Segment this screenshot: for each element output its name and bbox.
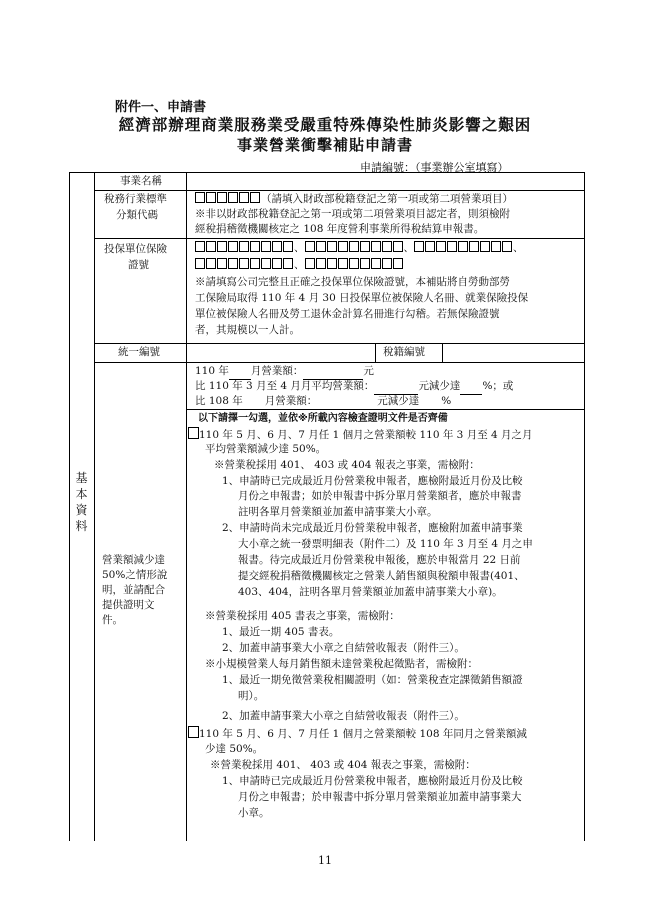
tax-no-field[interactable] (446, 345, 580, 359)
page-number: 11 (318, 854, 332, 867)
reduction-label: 營業額減少達 (102, 554, 165, 566)
instruction-heading: 以下請擇一勾選，並依※所載內容檢查證明文件是否齊備 (198, 413, 448, 424)
content-line: 報書。待完成最近月份營業稅申報後，應於申報當月 22 日前 (238, 554, 521, 566)
reduction-label: 50%之情形說 (102, 569, 168, 581)
form-title-line2: 事業營業衝擊補貼申請書 (236, 136, 413, 154)
content-line: 403、404，註明各單月營業額並加蓋申請事業大小章)。 (238, 586, 503, 598)
section-column-divider (94, 172, 95, 841)
industry-code-input[interactable]: （請填入財政部稅籍登記之第一項或第二項營業項目） (195, 192, 513, 207)
reduction-label: 件。 (102, 614, 123, 626)
content-line: 大小章之統一發票明細表（附件二）及 110 年 3 月至 4 月之申 (238, 538, 533, 550)
reduction-label: 明，並請配合 (102, 584, 165, 596)
content-line: ※營業稅採用 401、 403 或 404 報表之事業，需檢附： (210, 759, 476, 771)
revenue-line-2: 比 110 年 3 月至 4 月月平均營業額： 元減少達 %；或 (195, 379, 513, 395)
option-1-checkbox[interactable] (188, 427, 199, 439)
revenue-line-1: 110 年 月營業額： 元 (195, 364, 374, 380)
industry-code-note: ※非以財政部稅籍登記之第一項或第二項營業項目認定者，則須檢附 (195, 208, 510, 220)
content-line: 1、申請時已完成最近月份營業稅申報者，應檢附最近月份及比較 (222, 775, 523, 787)
unified-no-field[interactable] (190, 345, 370, 359)
tax-no-divider-left (375, 343, 376, 362)
insurance-no-input-2[interactable]: 、 (195, 258, 404, 273)
form-title-line1: 經濟部辦理商業服務業受嚴重特殊傳染性肺炎影響之艱困 (118, 116, 532, 134)
option-2-checkbox[interactable] (188, 726, 199, 738)
content-line: ※小規模營業人每月銷售額未達營業稅起徵點者，需檢附： (205, 658, 478, 670)
application-number: 申請編號：（事業辦公室填寫） (360, 161, 509, 174)
insurance-note-2: 工保險局取得 110 年 4 月 30 日投保單位被保險人名冊、就業保險投保 (195, 292, 529, 304)
reduction-label: 提供證明文 (102, 599, 155, 611)
month-108-blank[interactable] (243, 394, 265, 410)
label-column-divider (186, 172, 187, 841)
insurance-note-4: 者，其規模以一人計。 (195, 324, 300, 336)
reduction-108-blank[interactable] (419, 394, 441, 410)
insurance-note: ※請填寫公司完整且正確之投保單位保險證號，本補貼將自勞動部勞 (195, 276, 510, 288)
content-line: 明）。 (238, 690, 265, 702)
tax-no-label: 稅籍編號 (383, 346, 425, 358)
row-divider (94, 238, 585, 239)
content-line: 平均營業額減少達 50%。 (205, 443, 327, 455)
content-line: 月份之申報書；於申報書中拆分單月營業額並加蓋申請事業大 (238, 791, 522, 803)
content-line: ※營業稅採用 405 書表之事業，需檢附： (205, 610, 400, 622)
content-line: 2、申請時尚未完成最近月份營業稅申報者，應檢附加蓋申請事業 (222, 522, 523, 534)
insurance-no-label-2: 證號 (128, 259, 149, 271)
insurance-no-label: 投保單位保險 (104, 243, 167, 255)
row-divider (94, 362, 585, 363)
content-line: 小章。 (238, 807, 270, 819)
industry-code-note-2: 經稅捐稽徵機關核定之 108 年度營利事業所得稅結算申報書。 (195, 223, 485, 235)
tax-no-divider-right (442, 343, 443, 362)
insurance-no-input[interactable]: 、 、 、 (195, 241, 524, 256)
option-2: 110 年 5 月、6 月、7 月任 1 個月之營業額較 108 年同月之營業額減 (188, 726, 527, 742)
row-divider (94, 343, 585, 344)
month-blank[interactable] (229, 364, 251, 380)
content-line: 註明各單月營業額並加蓋申請事業大小章。 (238, 506, 438, 518)
content-line: 1、申請時已完成最近月份營業稅申報者，應檢附最近月份及比較 (222, 475, 523, 487)
content-line: 月份之申報書；如於申報書中拆分單月營業額者，應於申報書 (238, 490, 522, 502)
attachment-label: 附件一、申請書 (115, 100, 207, 115)
business-name-label: 事業名稱 (120, 175, 162, 187)
revenue-line-3: 比 108 年 月營業額： 元減少達 % (195, 394, 451, 410)
content-line: 1、最近一期 405 書表。 (222, 626, 340, 638)
content-line: 少達 50%。 (205, 743, 264, 755)
insurance-note-3: 單位被保險人名冊及勞工退休金計算名冊進行勾稽。若無保險證號 (195, 308, 500, 320)
content-line: 提交經稅捐稽徵機關核定之營業人銷售額與稅額申報書(401、 (238, 570, 525, 582)
revenue-108-blank[interactable] (317, 394, 377, 410)
revenue-amount-blank[interactable] (303, 364, 363, 380)
content-line: 1、最近一期免徵營業稅相關證明（如：營業稅查定課徵銷售額證 (222, 674, 523, 686)
unified-no-label: 統一編號 (118, 346, 160, 358)
industry-code-label: 稅務行業標準 (104, 193, 167, 205)
row-divider (94, 190, 585, 191)
content-line: 2、加蓋申請事業大小章之自結營收報表（附件三）。 (222, 710, 465, 722)
content-line: 2、加蓋申請事業大小章之自結營收報表（附件三）。 (222, 642, 465, 654)
option-1: 110 年 5 月、6 月、7 月任 1 個月之營業額較 110 年 3 月至 4 月之月 (188, 427, 533, 443)
business-name-field[interactable] (190, 174, 580, 188)
avg-revenue-blank[interactable] (374, 379, 418, 395)
reduction-percent-blank[interactable] (460, 379, 482, 395)
industry-code-label-2: 分類代碼 (116, 209, 158, 221)
section-label: 基本資料 (75, 471, 88, 533)
content-line: ※營業稅採用 401、 403 或 404 報表之事業，需檢附： (214, 459, 480, 471)
